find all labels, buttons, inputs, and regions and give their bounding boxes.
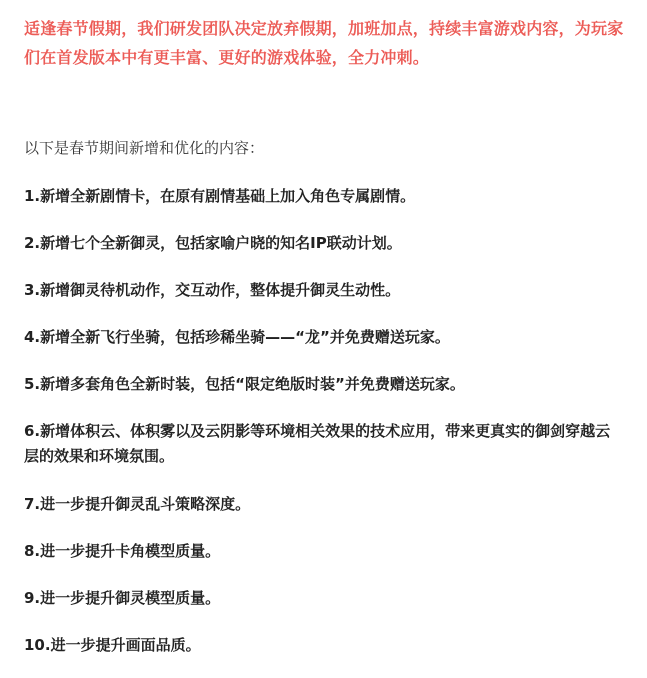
- list-item: 6.新增体积云、体积雾以及云阴影等环境相关效果的技术应用，带来更真实的御剑穿越云层的效果和环境氛围。: [24, 422, 611, 465]
- article-body: [24, 0, 624, 654]
- list-item: 3.新增御灵待机动作，交互动作，整体提升御灵生动性。: [24, 281, 401, 299]
- list-item: 8.进一步提升卡角模型质量。: [24, 542, 221, 560]
- list-item: 4.新增全新飞行坐骑，包括珍稀坐骑——“龙”并免费赠送玩家。: [24, 328, 450, 346]
- list-item: 7.进一步提升御灵乱斗策略深度。: [24, 495, 251, 513]
- list-item: 9.进一步提升御灵模型质量。: [24, 589, 221, 607]
- list-item: 2.新增七个全新御灵，包括家喻户晓的知名IP联动计划。: [24, 234, 402, 252]
- list-item: 10.进一步提升画面品质。: [24, 636, 201, 654]
- intro-text: 以下是春节期间新增和优化的内容：: [24, 139, 265, 157]
- list-item: 1.新增全新剧情卡，在原有剧情基础上加入角色专属剧情。: [24, 187, 416, 205]
- list-item: 5.新增多套角色全新时装，包括“限定绝版时装”并免费赠送玩家。: [24, 375, 465, 393]
- highlight-paragraph: 适逢春节假期，我们研发团队决定放弃假期，加班加点，持续丰富游戏内容，为玩家们在首发版本中有更丰富、更好的游戏体验，全力冲刺。: [24, 19, 624, 67]
